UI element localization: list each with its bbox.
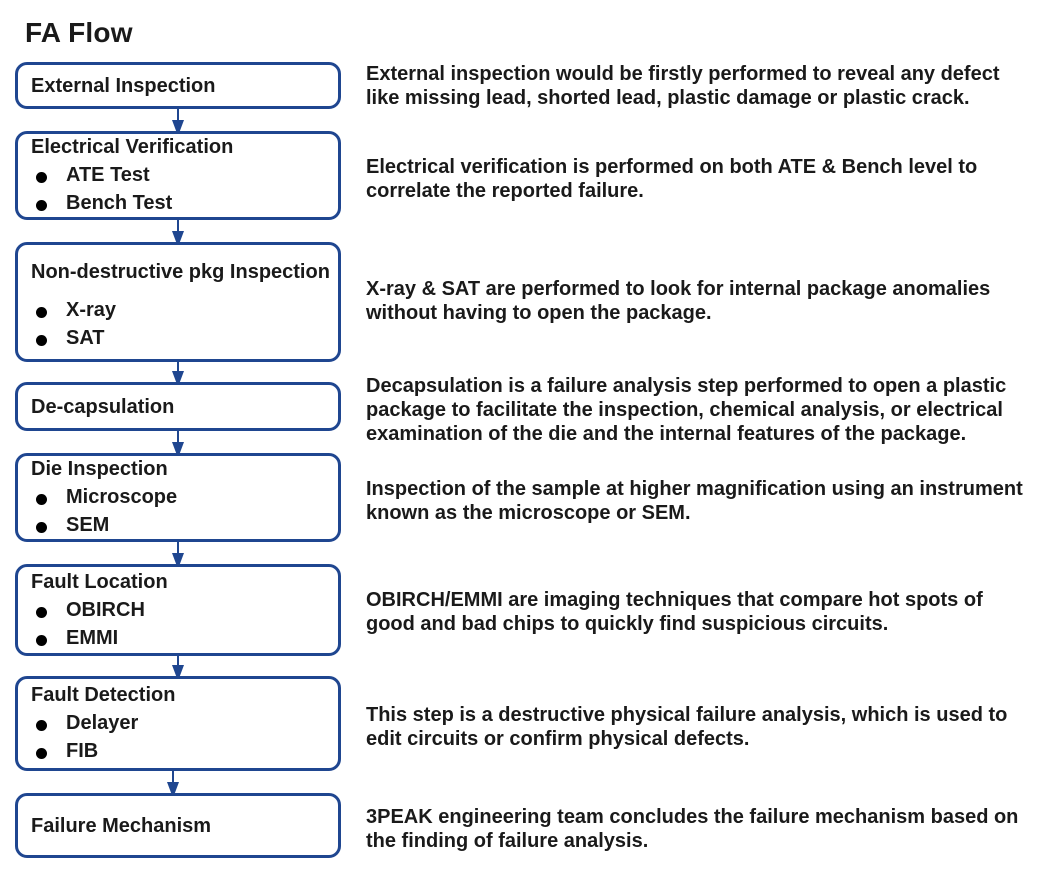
step-box-non-destructive-inspection xyxy=(15,242,341,362)
step-box-external-inspection xyxy=(15,62,341,109)
bullet-item: Bench Test xyxy=(32,192,172,220)
step-description-die-inspection: Inspection of the sample at higher magnification using an instrument known as the microscope or SEM. xyxy=(366,478,1023,524)
step-title: De-capsulation xyxy=(31,396,175,418)
step-description-external-inspection: External inspection would be firstly performed to reveal any defect like missing lead, shorted lead, plastic damage or plastic crack. xyxy=(366,63,1000,109)
step-description-electrical-verification: Electrical verification is performed on both ATE & Bench level to correlate the reported failure. xyxy=(366,156,978,202)
step-box-failure-mechanism xyxy=(15,793,341,858)
bullet-item: SAT xyxy=(32,327,116,355)
step-title: Fault Location xyxy=(31,571,168,593)
step-title: Die Inspection xyxy=(31,458,168,480)
step-description-fault-location: OBIRCH/EMMI are imaging techniques that compare hot spots of good and bad chips to quickly find suspicious circuits. xyxy=(366,589,983,635)
bullet-item: SEM xyxy=(32,514,177,542)
step-title: Failure Mechanism xyxy=(31,815,212,837)
bullet-item: Microscope xyxy=(32,486,177,514)
step-box-de-capsulation xyxy=(15,382,341,431)
step-description-failure-mechanism: 3PEAK engineering team concludes the failure mechanism based on the finding of failure analysis. xyxy=(366,806,1019,852)
step-description-de-capsulation: Decapsulation is a failure analysis step performed to open a plastic package to facilitate the inspection, chemical analysis, or electrical examination of the die and the internal features of the package. xyxy=(366,375,1007,445)
step-description-non-destructive-inspection: X-ray & SAT are performed to look for internal package anomalies without having to open the package. xyxy=(366,278,991,324)
step-description-fault-detection: This step is a destructive physical failure analysis, which is used to edit circuits or confirm physical defects. xyxy=(366,704,1008,750)
bullet-item: FIB xyxy=(32,740,138,768)
step-box-die-inspection xyxy=(15,453,341,542)
bullet-item: Delayer xyxy=(32,712,138,740)
step-title: External Inspection xyxy=(31,75,216,97)
step-title: Fault Detection xyxy=(31,684,176,706)
step-title: Non-destructive pkg Inspection xyxy=(31,261,330,283)
step-box-fault-location xyxy=(15,564,341,656)
bullet-item: EMMI xyxy=(32,627,145,655)
bullet-item: OBIRCH xyxy=(32,599,145,627)
step-box-electrical-verification xyxy=(15,131,341,220)
page-title: FA Flow xyxy=(25,17,133,48)
bullet-item: ATE Test xyxy=(32,164,172,192)
bullet-item: X-ray xyxy=(32,299,116,327)
step-box-fault-detection xyxy=(15,676,341,771)
step-title: Electrical Verification xyxy=(31,136,234,158)
